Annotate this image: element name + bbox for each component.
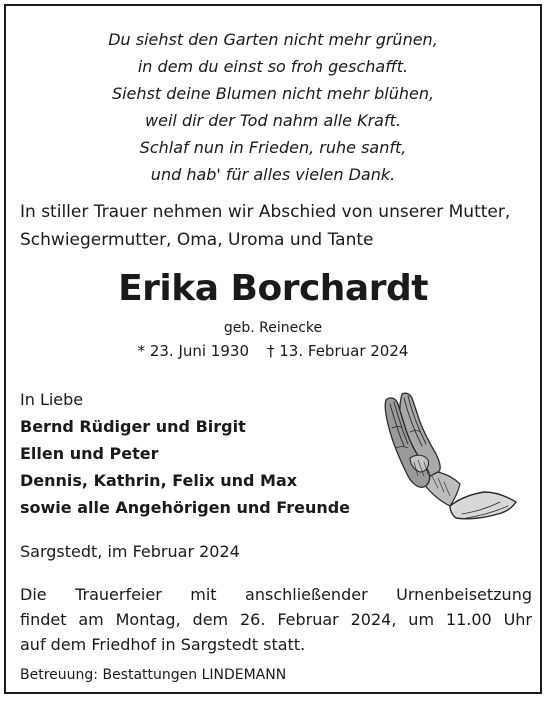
mourner-name: Dennis, Kathrin, Felix und Max <box>20 471 298 490</box>
mourner-name: sowie alle Angehörigen und Freunde <box>20 498 351 517</box>
funeral-line: findet am Montag, dem 26. Februar 2024, um 11.00 Uhr <box>20 610 532 629</box>
obituary-frame <box>4 4 542 694</box>
poem <box>6 26 540 188</box>
poem-line: weil dir der Tod nahm alle Kraft. <box>145 111 401 130</box>
poem-line: in dem du einst so froh geschafft. <box>137 57 409 76</box>
funeral-line: Die Trauerfeier mit anschließender Urnenbeisetzung <box>20 585 532 604</box>
poem-line: Du siehst den Garten nicht mehr grünen, <box>108 30 438 49</box>
praying-hands-icon <box>380 388 526 533</box>
poem-line: und hab' für alles vielen Dank. <box>150 165 396 184</box>
intro-text <box>20 198 510 254</box>
mourner-name: Bernd Rüdiger und Birgit <box>20 417 246 436</box>
life-dates <box>6 340 540 362</box>
funeral-info <box>20 582 532 657</box>
maiden-name: geb. Reinecke <box>223 320 323 336</box>
place-date: Sargstedt, im Februar 2024 <box>20 542 240 561</box>
birth-date: * 23. Juni 1930 <box>137 342 249 360</box>
intro-line: In stiller Trauer nehmen wir Abschied von unserer Mutter, <box>20 202 511 222</box>
mourners-heading: In Liebe <box>20 390 84 409</box>
poem-line: Schlaf nun in Frieden, ruhe sanft, <box>139 138 407 157</box>
intro-line: Schwiegermutter, Oma, Uroma und Tante <box>20 230 374 250</box>
mourners-block <box>20 386 350 521</box>
poem-line: Siehst deine Blumen nicht mehr blühen, <box>111 84 435 103</box>
deceased-name: Erika Borchardt <box>118 268 428 309</box>
funeral-home: Betreuung: Bestattungen LINDEMANN <box>20 667 287 683</box>
death-date: † 13. Februar 2024 <box>267 342 409 360</box>
mourner-name: Ellen und Peter <box>20 444 159 463</box>
funeral-line: auf dem Friedhof in Sargstedt statt. <box>20 635 306 654</box>
